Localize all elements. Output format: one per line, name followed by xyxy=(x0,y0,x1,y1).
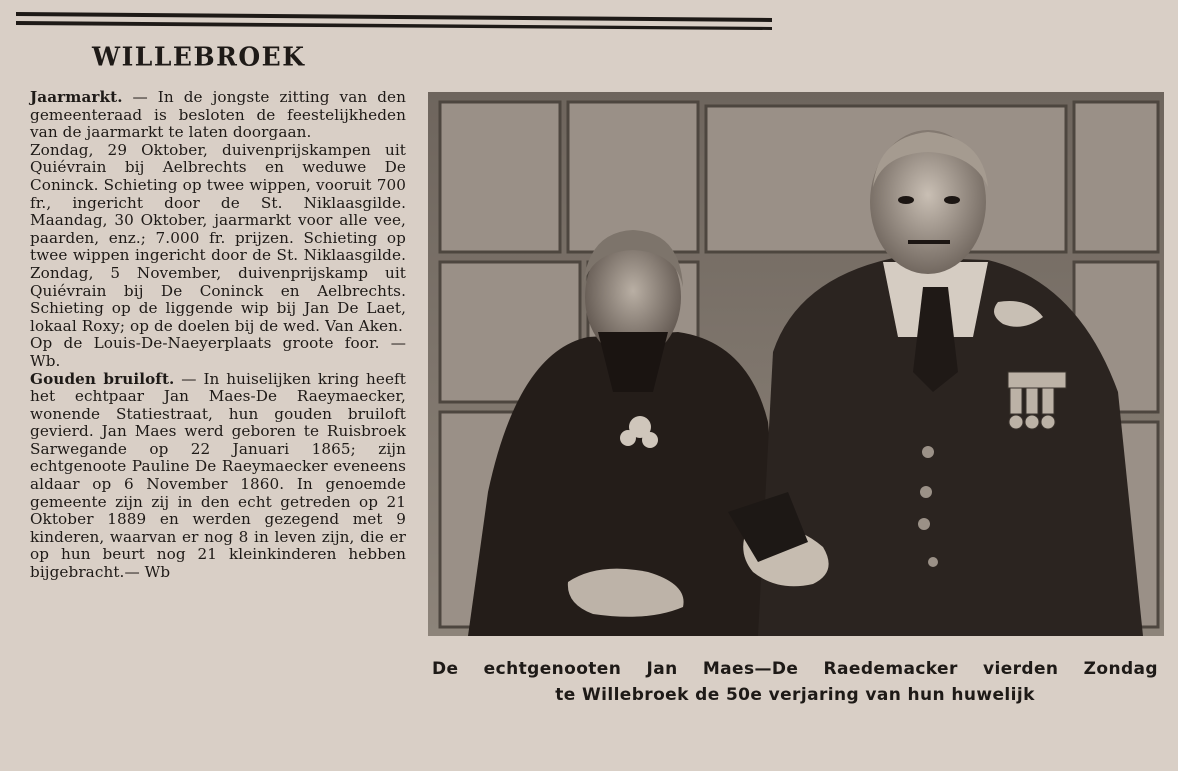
article-paragraph xyxy=(30,371,406,582)
paragraph-text: — In de jongste zitting van den gemeenteraad is besloten de feestelijkheden van de jaarmarkt te laten doorgaan. xyxy=(30,88,406,142)
article-paragraph xyxy=(30,335,406,370)
paragraph-text: Op de Louis-De-Naeyerplaats groote foor. — Wb. xyxy=(30,334,406,370)
header-rule xyxy=(16,12,772,34)
paragraph-lead: Jaarmarkt. xyxy=(30,88,123,106)
paragraph-text: — In huiselijken kring heeft het echtpaar Jan Maes-De Raeymaecker, wonende Statiestraat, hun gouden bruiloft gevierd. Jan Maes werd geboren te Ruisbroek Sarwegande op 22 Januari 1865; zijn echtgenoote Pauline De Raeymaecker eveneens aldaar op 6 November 1860. In genoemde gemeente zijn zij in den echt getreden op 21 Oktober 1889 en werden gezegend met 9 kinderen, waarvan er nog 8 in leven zijn, die er op hun beurt nog 21 kleinkinderen hebben bijgebracht.— Wb xyxy=(30,369,406,582)
paragraph-lead: Gouden bruiloft. xyxy=(30,369,175,388)
paragraph-text: Zondag, 29 Oktober, duivenprijskampen uit Quiévrain bij Aelbrechts en weduwe De Coninck. Schieting op twee wippen, vooruit 700 fr., ingericht door de St. Niklaasgilde. Maandag, 30 Oktober, jaarmarkt voor alle vee, paarden, enz.; 7.000 fr. prijzen. Schieting op twee wippen ingericht door de St. Niklaasgilde. Zondag, 5 November, duivenprijskamp uit Quiévrain bij De Coninck en Aelbrechts. Schieting op de liggende wip bij Jan De Laet, lokaal Roxy; op de doelen bij de wed. Van Aken. xyxy=(30,140,406,335)
caption-line: De echtgenooten Jan Maes—De Raedemacker vierden Zondag xyxy=(432,659,1158,679)
couple-photograph xyxy=(428,92,1164,636)
article-body xyxy=(30,89,406,582)
article-paragraph xyxy=(30,142,406,336)
caption-line: te Willebroek de 50e verjaring van hun huwelijk xyxy=(555,685,1035,705)
photo-caption xyxy=(432,656,1158,708)
section-heading: WILLEBROEK xyxy=(92,41,306,72)
article-paragraph xyxy=(30,89,406,142)
